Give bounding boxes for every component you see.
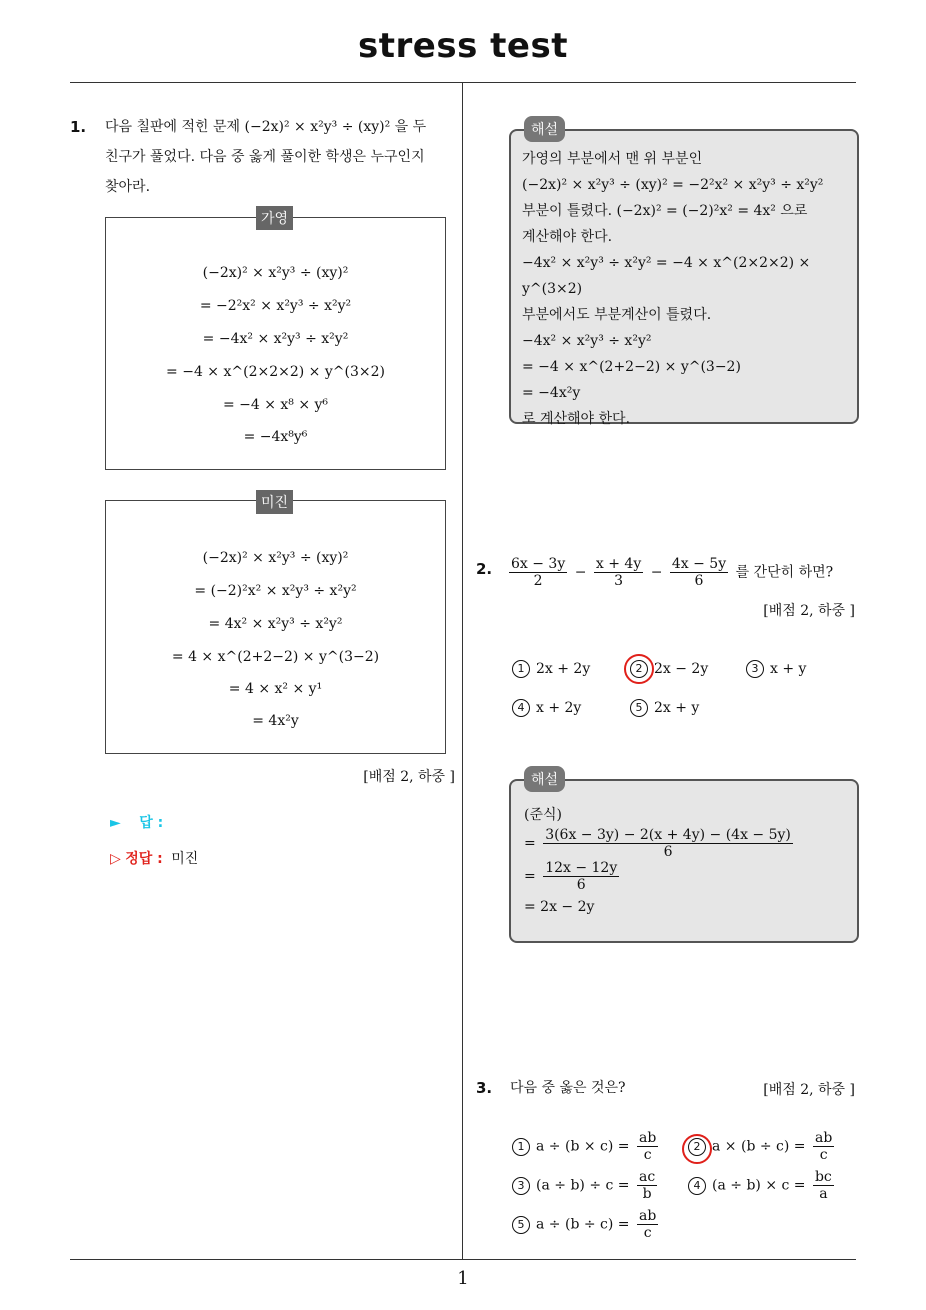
box-label-gayoung: 가영 xyxy=(256,206,293,230)
option-fraction-den: c xyxy=(643,1225,652,1242)
question-1-line-3: 찾아라. xyxy=(105,179,151,195)
option-lhs: (a ÷ b) ÷ c = xyxy=(536,1177,630,1194)
solution-2-step-2 xyxy=(524,860,622,893)
answer-row xyxy=(110,812,163,832)
fraction-3-den: 6 xyxy=(694,573,704,590)
fraction-3-num: 4x − 5y xyxy=(671,556,727,572)
solution-1-line-10: 로 계산해야 한다. xyxy=(522,411,631,427)
q3-option-4[interactable] xyxy=(688,1169,837,1202)
minus-sign: − xyxy=(650,564,663,581)
play-icon: ► xyxy=(110,815,121,831)
solution-2-fraction-2 xyxy=(543,860,619,893)
option-fraction-num: ab xyxy=(638,1130,657,1146)
question-2-score: [배점 2, 하중 ] xyxy=(763,603,855,619)
solution-2-fraction-1-den: 6 xyxy=(663,844,673,861)
q2-option-4[interactable] xyxy=(512,699,581,717)
solution-1-line-5: −4x² × x²y³ ÷ x²y² = −4 × x^(2×2×2) × y^(3×2) xyxy=(522,255,811,297)
column-divider xyxy=(462,83,463,1259)
option-number-icon: 3 xyxy=(512,1177,530,1195)
solution-1-line-3: 부분이 틀렸다. (−2x)² = (−2)²x² = 4x² 으로 xyxy=(522,203,808,219)
fraction-3 xyxy=(670,556,728,589)
page-number: 1 xyxy=(457,1268,469,1289)
solution-2-badge: 해설 xyxy=(524,766,565,792)
option-number-icon: 4 xyxy=(688,1177,706,1195)
solution-2-step-1 xyxy=(524,827,796,860)
option-text: 2x + 2y xyxy=(536,661,591,677)
solution-1-line-8: = −4 × x^(2+2−2) × y^(3−2) xyxy=(522,359,741,375)
fraction-2 xyxy=(594,556,643,589)
solution-2-last-line: = 2x − 2y xyxy=(524,899,595,915)
question-1-line-2: 친구가 풀었다. 다음 중 옳게 풀이한 학생은 누구인지 xyxy=(105,149,425,165)
mijin-line-2: = (−2)²x² × x²y³ ÷ x²y² xyxy=(194,583,357,599)
gayoung-line-2: = −2²x² × x²y³ ÷ x²y² xyxy=(199,298,352,314)
option-number-icon: 1 xyxy=(512,1138,530,1156)
option-text: 2x + y xyxy=(654,700,700,716)
solution-1-line-2: (−2x)² × x²y³ ÷ (xy)² = −2²x² × x²y³ ÷ x²y² xyxy=(522,177,824,193)
option-lhs: a × (b ÷ c) = xyxy=(712,1138,806,1155)
option-fraction xyxy=(813,1130,834,1163)
question-2-number: 2. xyxy=(476,560,493,578)
q2-option-3[interactable] xyxy=(746,660,806,678)
question-2-expression xyxy=(506,556,856,589)
red-circle-mark-icon xyxy=(624,654,654,684)
option-fraction xyxy=(637,1130,658,1163)
mijin-line-1: (−2x)² × x²y³ ÷ (xy)² xyxy=(202,550,349,566)
option-lhs: a ÷ (b ÷ c) = xyxy=(536,1216,630,1233)
mijin-line-3: = 4x² × x²y³ ÷ x²y² xyxy=(208,616,343,632)
option-text: x + y xyxy=(770,661,807,677)
q3-option-1[interactable] xyxy=(512,1130,661,1163)
gayoung-line-1: (−2x)² × x²y³ ÷ (xy)² xyxy=(202,265,349,281)
solution-1-line-6: 부분에서도 부분계산이 틀렸다. xyxy=(522,307,712,323)
minus-sign: − xyxy=(574,564,587,581)
q3-option-5[interactable] xyxy=(512,1208,661,1241)
correct-answer-label: 정답 : xyxy=(125,851,163,867)
gayoung-line-6: = −4x⁸y⁶ xyxy=(243,429,308,445)
solution-1-line-1: 가영의 부분에서 맨 위 부분인 xyxy=(522,151,703,167)
option-fraction-den: b xyxy=(642,1186,652,1203)
option-number-icon: 3 xyxy=(746,660,764,678)
option-text: 2x − 2y xyxy=(654,661,709,677)
option-lhs: a ÷ (b × c) = xyxy=(536,1138,630,1155)
option-number-icon: 2 xyxy=(630,660,648,678)
question-1-line-1: 다음 칠판에 적힌 문제 (−2x)² × x²y³ ÷ (xy)² 을 두 xyxy=(105,119,427,135)
equals-sign: = xyxy=(524,868,536,885)
fraction-1-num: 6x − 3y xyxy=(511,556,566,572)
solution-2-fraction-2-num: 12x − 12y xyxy=(545,860,618,876)
option-fraction xyxy=(637,1169,657,1202)
option-number-icon: 5 xyxy=(630,699,648,717)
gayoung-line-3: = −4x² × x²y³ ÷ x²y² xyxy=(202,331,349,347)
outline-play-icon: ▷ xyxy=(110,851,121,867)
question-3-score: [배점 2, 하중 ] xyxy=(763,1082,855,1098)
solution-2-fraction-1-num: 3(6x − 3y) − 2(x + 4y) − (4x − 5y) xyxy=(545,827,791,843)
solution-1-content xyxy=(522,146,852,432)
fraction-2-num: x + 4y xyxy=(595,556,642,572)
footer-rule xyxy=(70,1259,856,1260)
page-title: stress test xyxy=(358,26,568,66)
option-fraction-num: bc xyxy=(814,1169,832,1185)
option-number-icon: 2 xyxy=(688,1138,706,1156)
q2-option-1[interactable] xyxy=(512,660,590,678)
option-fraction xyxy=(813,1169,834,1202)
correct-answer-value: 미진 xyxy=(171,851,199,867)
question-3-text: 다음 중 옳은 것은? xyxy=(510,1080,626,1096)
solution-1-badge: 해설 xyxy=(524,116,565,142)
option-number-icon: 1 xyxy=(512,660,530,678)
option-number-icon: 4 xyxy=(512,699,530,717)
answer-label: 답 : xyxy=(139,815,164,831)
option-number-icon: 5 xyxy=(512,1216,530,1234)
solution-2-fraction-1 xyxy=(543,827,793,860)
option-fraction-den: c xyxy=(643,1147,652,1164)
option-lhs: (a ÷ b) × c = xyxy=(712,1177,806,1194)
option-fraction xyxy=(637,1208,658,1241)
option-text: x + 2y xyxy=(536,700,582,716)
q3-option-3[interactable] xyxy=(512,1169,660,1202)
option-fraction-den: c xyxy=(819,1147,828,1164)
option-fraction-den: a xyxy=(819,1186,828,1203)
question-2-tail: 를 간단히 하면? xyxy=(735,564,834,581)
option-fraction-num: ab xyxy=(638,1208,657,1224)
solution-2-line-1: (준식) xyxy=(524,807,562,823)
equals-sign: = xyxy=(524,835,536,852)
fraction-1-den: 2 xyxy=(533,573,543,590)
option-fraction-num: ac xyxy=(638,1169,656,1185)
solution-1-line-7: −4x² × x²y³ ÷ x²y² xyxy=(522,333,652,349)
box-label-mijin: 미진 xyxy=(256,490,293,514)
solution-2-fraction-2-den: 6 xyxy=(576,877,586,894)
question-3-number: 3. xyxy=(476,1079,493,1097)
solution-1-line-4: 계산해야 한다. xyxy=(522,229,613,245)
red-circle-mark-icon xyxy=(682,1134,712,1164)
fraction-1 xyxy=(509,556,567,589)
gayoung-line-4: = −4 × x^(2×2×2) × y^(3×2) xyxy=(166,364,385,380)
mijin-line-5: = 4 × x² × y¹ xyxy=(228,681,323,697)
mijin-line-6: = 4x²y xyxy=(252,713,299,729)
question-1-score: [배점 2, 하중 ] xyxy=(363,769,455,785)
option-fraction-num: ab xyxy=(814,1130,833,1146)
fraction-2-den: 3 xyxy=(614,573,624,590)
header-rule xyxy=(70,82,856,83)
mijin-line-4: = 4 × x^(2+2−2) × y^(3−2) xyxy=(171,649,380,665)
solution-1-line-9: = −4x²y xyxy=(522,385,581,401)
correct-answer-row xyxy=(110,848,198,868)
q2-option-5[interactable] xyxy=(630,699,699,717)
question-1-number: 1. xyxy=(70,118,87,136)
question-1-text xyxy=(105,112,460,202)
gayoung-line-5: = −4 × x⁸ × y⁶ xyxy=(222,397,329,413)
